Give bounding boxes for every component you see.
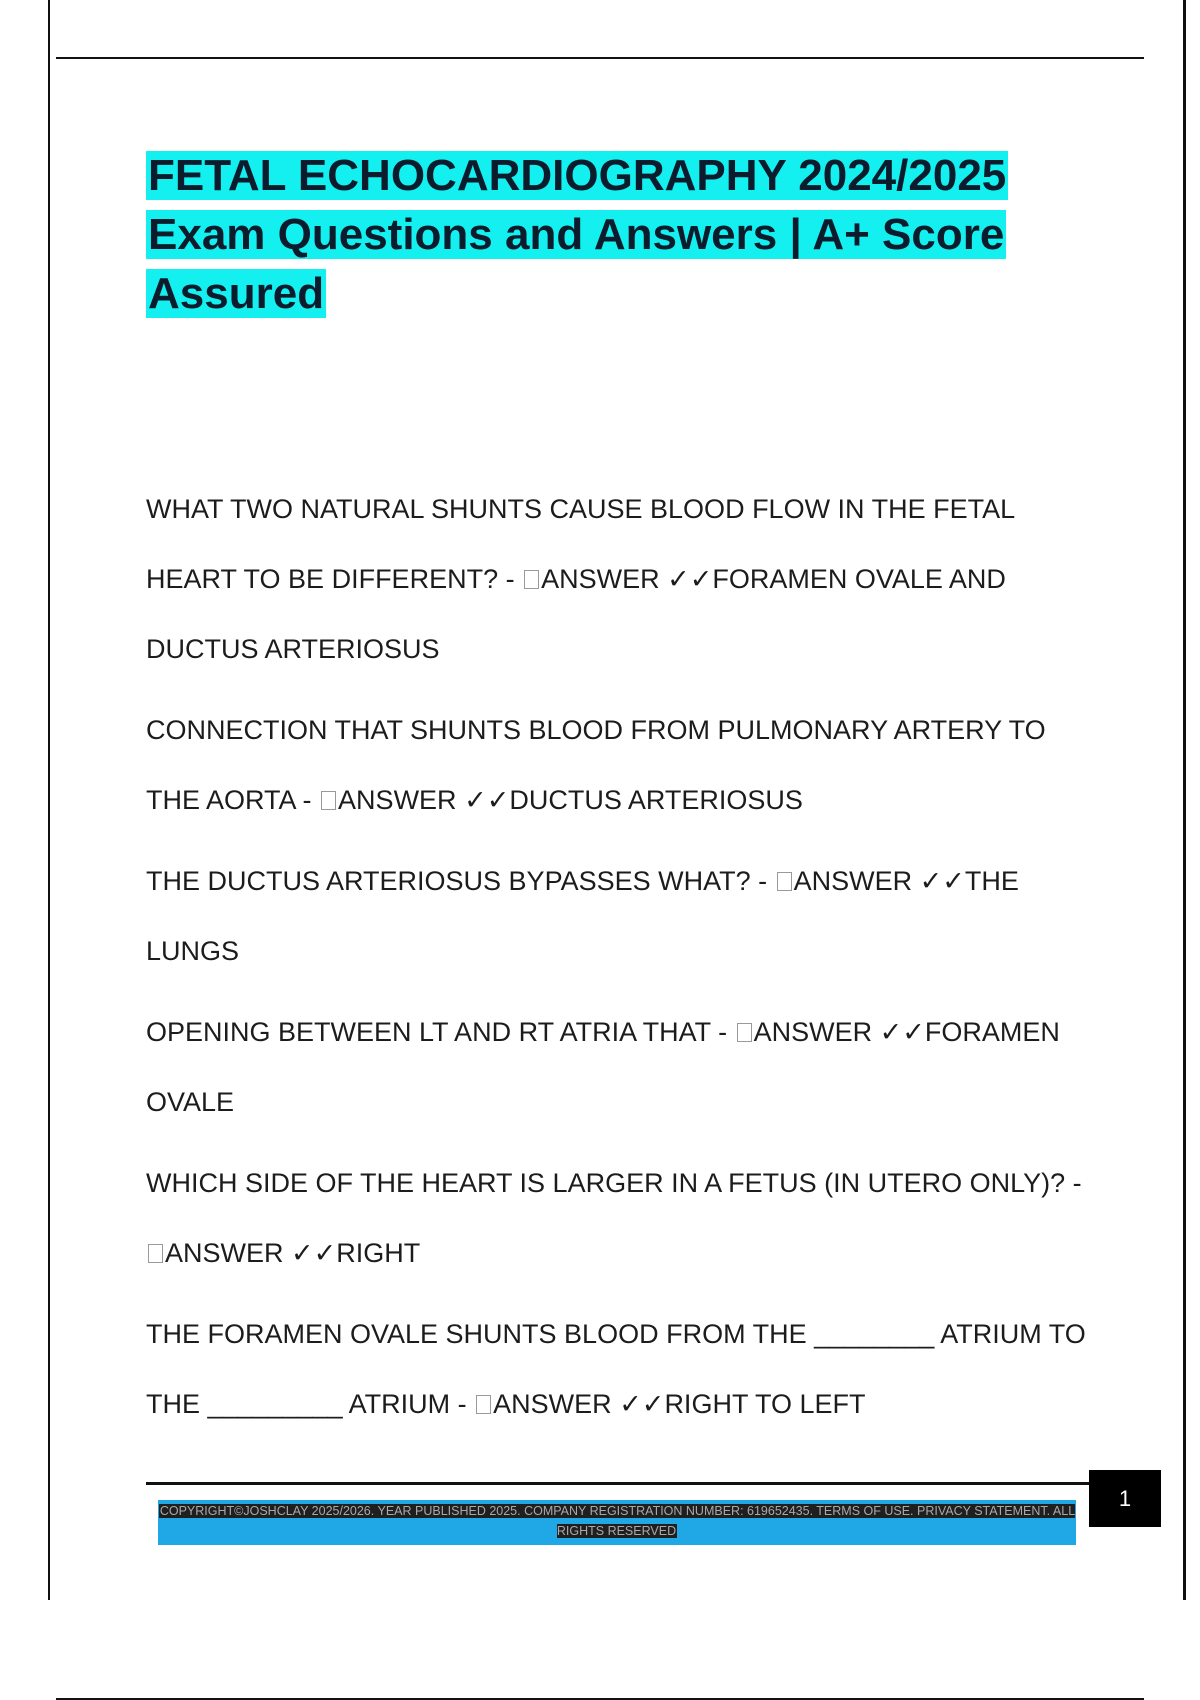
double-check-icon: ✓✓ [919, 866, 965, 896]
question-text: WHICH SIDE OF THE HEART IS LARGER IN A FETUS (IN UTERO ONLY)? [146, 1168, 1066, 1198]
answer-separator: - [1065, 1168, 1082, 1198]
answer-text: DUCTUS ARTERIOSUS [509, 785, 803, 815]
page-border-left [48, 0, 50, 1600]
answer-label: ANSWER [753, 1017, 873, 1047]
answer-text: FORAMEN OVALE [146, 1017, 1060, 1117]
header-rule [56, 57, 1144, 59]
answer-label: ANSWER [541, 564, 660, 594]
double-check-icon: ✓✓ [291, 1238, 337, 1268]
question-text: CONNECTION THAT SHUNTS BLOOD FROM PULMONARY ARTERY TO THE AORTA [146, 715, 1046, 815]
document-title [146, 146, 1106, 323]
checkbox-icon [148, 1244, 163, 1263]
answer-text: FORAMEN OVALE AND DUCTUS ARTERIOSUS [146, 564, 1006, 664]
double-check-icon: ✓✓ [464, 785, 510, 815]
qa-item [146, 474, 1106, 684]
answer-text: RIGHT TO LEFT [664, 1389, 866, 1419]
checkbox-icon [777, 872, 792, 891]
document-title-text: FETAL ECHOCARDIOGRAPHY 2024/2025 Exam Questions and Answers | A+ Score Assured [148, 151, 1007, 318]
qa-list [146, 474, 1106, 1450]
answer-text: RIGHT [336, 1238, 421, 1268]
answer-label: ANSWER [793, 866, 913, 896]
checkbox-icon [321, 791, 336, 810]
checkbox-icon [476, 1395, 491, 1414]
double-check-icon: ✓✓ [879, 1017, 925, 1047]
answer-label: ANSWER [165, 1238, 284, 1268]
checkbox-icon [737, 1023, 752, 1042]
question-text: THE FORAMEN OVALE SHUNTS BLOOD FROM THE ________ ATRIUM TO THE _________ ATRIUM [146, 1319, 1086, 1419]
qa-item [146, 1148, 1106, 1288]
qa-item [146, 997, 1106, 1137]
answer-label: ANSWER [338, 785, 457, 815]
answer-separator: - [295, 785, 320, 815]
answer-separator: - [450, 1389, 475, 1419]
qa-item [146, 846, 1106, 986]
footer-rule [146, 1482, 1090, 1485]
qa-item [146, 695, 1106, 835]
footer-copyright-band [158, 1500, 1076, 1545]
footer-copyright-text: COPYRIGHT©JOSHCLAY 2025/2026. YEAR PUBLISHED 2025. COMPANY REGISTRATION NUMBER: 619652435. TERMS OF USE. PRIVACY STATEMENT. ALL RIGHTS RESERVED [159, 1504, 1076, 1538]
question-text: WHAT TWO NATURAL SHUNTS CAUSE BLOOD FLOW IN THE FETAL HEART TO BE DIFFERENT? [146, 494, 1015, 594]
answer-separator: - [710, 1017, 735, 1047]
checkbox-icon [524, 570, 539, 589]
question-text: THE DUCTUS ARTERIOSUS BYPASSES WHAT? [146, 866, 751, 896]
page-number: 1 [1089, 1470, 1161, 1527]
page-border-right [1183, 0, 1186, 1600]
answer-text: THE LUNGS [146, 866, 1019, 966]
double-check-icon: ✓✓ [667, 564, 713, 594]
question-text: OPENING BETWEEN LT AND RT ATRIA THAT [146, 1017, 711, 1047]
double-check-icon: ✓✓ [619, 1389, 665, 1419]
qa-item [146, 1299, 1106, 1439]
answer-label: ANSWER [493, 1389, 612, 1419]
answer-separator: - [750, 866, 775, 896]
answer-separator: - [498, 564, 523, 594]
